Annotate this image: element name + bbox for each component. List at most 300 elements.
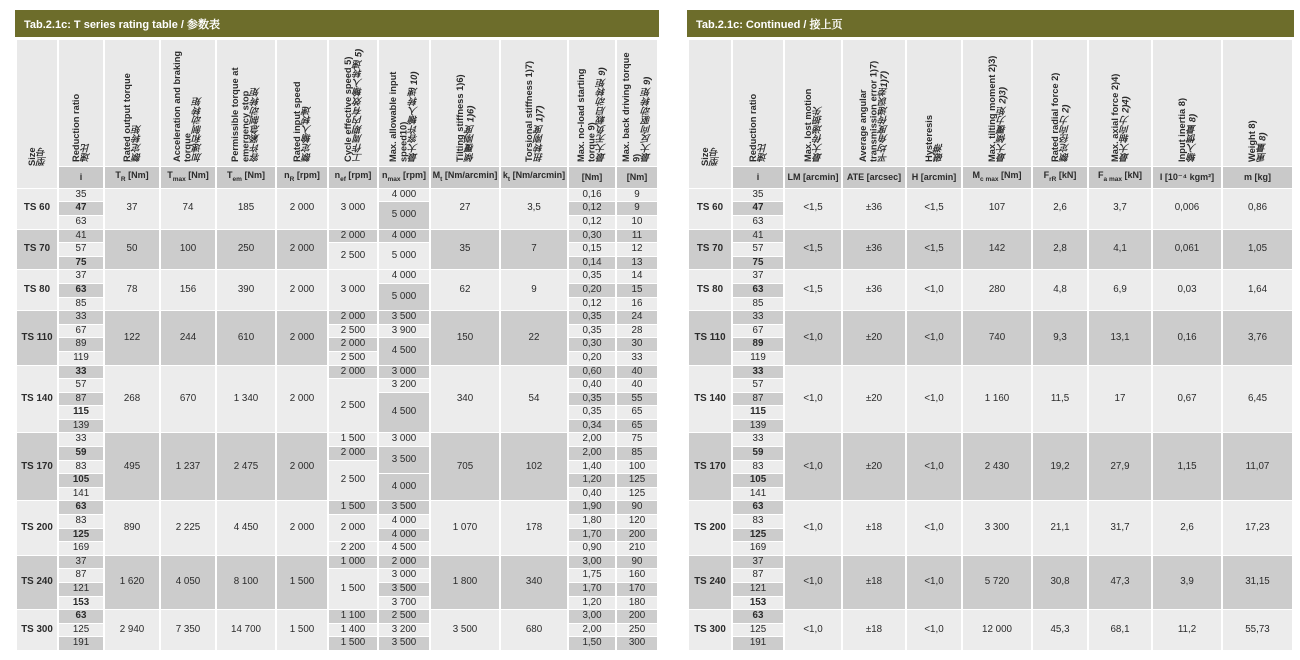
back-driving-torque-cell: 125 <box>617 474 657 487</box>
column-header <box>1223 40 1292 166</box>
hysteresis-cell: <1,0 <box>907 610 961 650</box>
cycle-speed-cell: 2 500 <box>329 379 377 432</box>
no-load-torque-cell: 0,34 <box>569 420 615 433</box>
hysteresis-cell: <1,0 <box>907 366 961 433</box>
table-row <box>17 189 657 202</box>
cycle-speed-cell: 2 500 <box>329 243 377 269</box>
column-header-label <box>1110 44 1131 162</box>
cycle-speed-cell: 2 500 <box>329 461 377 501</box>
table-row <box>17 433 657 446</box>
max-input-speed-cell: 5 000 <box>379 243 429 269</box>
column-header <box>59 40 103 166</box>
table-row <box>689 311 1292 324</box>
header-zh: 型号 <box>37 147 47 166</box>
ratio-cell: 75 <box>59 257 103 270</box>
cycle-speed-cell: 2 500 <box>329 352 377 365</box>
header-zh: 型号 <box>710 147 720 166</box>
axial-force-cell: 31,7 <box>1089 501 1151 554</box>
ratio-cell: 47 <box>59 202 103 215</box>
header-en: Input inertia 8) <box>1176 97 1187 162</box>
ratio-cell: 153 <box>59 597 103 610</box>
input-inertia-cell: 11,2 <box>1153 610 1221 650</box>
ratio-cell: 33 <box>733 366 783 379</box>
max-input-speed-cell: 4 000 <box>379 230 429 243</box>
cycle-speed-cell: 2 000 <box>329 311 377 324</box>
accel-braking-torque-cell: 4 050 <box>161 556 215 609</box>
header-en: Reduction ratio <box>747 93 758 162</box>
hysteresis-cell: <1,0 <box>907 501 961 554</box>
table-row <box>689 189 1292 202</box>
rating-table-section <box>15 10 659 651</box>
table-row <box>17 501 657 514</box>
cycle-speed-cell: 2 200 <box>329 542 377 555</box>
axial-force-cell: 6,9 <box>1089 270 1151 310</box>
unit-cell: I [10⁻⁴ kgm²] <box>1153 167 1221 188</box>
back-driving-torque-cell: 14 <box>617 270 657 283</box>
ratio-cell: 63 <box>59 284 103 297</box>
ratio-cell: 125 <box>59 529 103 542</box>
no-load-torque-cell: 2,00 <box>569 447 615 460</box>
hysteresis-cell: <1,5 <box>907 189 961 229</box>
ratio-cell: 87 <box>59 569 103 582</box>
table-row <box>17 556 657 569</box>
tilting-moment-cell: 12 000 <box>963 610 1031 650</box>
lost-motion-cell: <1,0 <box>785 433 841 500</box>
tilting-stiffness-cell: 27 <box>431 189 499 229</box>
tilting-stiffness-cell: 1 800 <box>431 556 499 609</box>
header-en: Max. allowable input speed10) <box>388 71 409 162</box>
ratio-cell: 41 <box>59 230 103 243</box>
rated-input-speed-cell: 2 000 <box>277 270 327 310</box>
accel-braking-torque-cell: 7 350 <box>161 610 215 650</box>
column-header <box>1033 40 1087 166</box>
no-load-torque-cell: 0,12 <box>569 202 615 215</box>
ratio-cell: 105 <box>733 474 783 487</box>
axial-force-cell: 68,1 <box>1089 610 1151 650</box>
max-input-speed-cell: 3 000 <box>379 433 429 446</box>
ratio-cell: 67 <box>733 325 783 338</box>
no-load-torque-cell: 1,40 <box>569 461 615 474</box>
unit-cell: $T_{max}$ [Nm] <box>161 167 215 188</box>
torsional-stiffness-cell: 3,5 <box>501 189 567 229</box>
tilting-moment-cell: 280 <box>963 270 1031 310</box>
input-inertia-cell: 3,9 <box>1153 556 1221 609</box>
radial-force-cell: 11,5 <box>1033 366 1087 433</box>
header-en: Max. tilting moment 2)3) <box>986 55 997 162</box>
ratio-cell: 87 <box>733 569 783 582</box>
header-zh: 最大容许输入转速 10) <box>409 71 420 162</box>
header-zh: 最大无负载启动转矩 9) <box>597 67 608 162</box>
column-header-label <box>1247 44 1268 162</box>
no-load-torque-cell: 0,40 <box>569 379 615 392</box>
no-load-torque-cell: 0,35 <box>569 270 615 283</box>
back-driving-torque-cell: 11 <box>617 230 657 243</box>
unit-cell: LM [arcmin] <box>785 167 841 188</box>
lost-motion-cell: <1,0 <box>785 311 841 364</box>
table-row <box>689 270 1292 283</box>
no-load-torque-cell: 3,00 <box>569 610 615 623</box>
ratio-cell: 121 <box>59 583 103 596</box>
hysteresis-cell: <1,5 <box>907 230 961 270</box>
header-zh: 最大反向驱动转矩 9) <box>642 76 653 162</box>
accel-braking-torque-cell: 74 <box>161 189 215 229</box>
max-input-speed-cell: 5 000 <box>379 202 429 228</box>
unit-cell: m [kg] <box>1223 167 1292 188</box>
back-driving-torque-cell: 12 <box>617 243 657 256</box>
column-header <box>105 40 159 166</box>
size-cell: TS 110 <box>17 311 57 364</box>
ratio-cell: 153 <box>733 597 783 610</box>
max-input-speed-cell: 3 000 <box>379 569 429 582</box>
back-driving-torque-cell: 9 <box>617 202 657 215</box>
back-driving-torque-cell: 24 <box>617 311 657 324</box>
emergency-torque-cell: 250 <box>217 230 275 270</box>
tilting-stiffness-cell: 705 <box>431 433 499 500</box>
cycle-speed-cell: 1 500 <box>329 501 377 514</box>
transmission-error-cell: ±20 <box>843 366 905 433</box>
back-driving-torque-cell: 40 <box>617 379 657 392</box>
input-inertia-cell: 0,16 <box>1153 311 1221 364</box>
ratio-cell: 35 <box>59 189 103 202</box>
ratio-cell: 63 <box>733 216 783 229</box>
no-load-torque-cell: 1,80 <box>569 515 615 528</box>
lost-motion-cell: <1,0 <box>785 366 841 433</box>
lost-motion-cell: <1,5 <box>785 230 841 270</box>
tilting-stiffness-cell: 340 <box>431 366 499 433</box>
transmission-error-cell: ±18 <box>843 610 905 650</box>
ratio-cell: 37 <box>59 556 103 569</box>
max-input-speed-cell: 3 900 <box>379 325 429 338</box>
back-driving-torque-cell: 15 <box>617 284 657 297</box>
column-header-label <box>924 44 945 162</box>
torsional-stiffness-cell: 9 <box>501 270 567 310</box>
max-input-speed-cell: 4 500 <box>379 338 429 364</box>
axial-force-cell: 13,1 <box>1089 311 1151 364</box>
table-row <box>689 366 1292 379</box>
emergency-torque-cell: 4 450 <box>217 501 275 554</box>
unit-cell: $T_{em}$ [Nm] <box>217 167 275 188</box>
tilting-moment-cell: 5 720 <box>963 556 1031 609</box>
lost-motion-cell: <1,5 <box>785 189 841 229</box>
column-header-label <box>230 44 262 162</box>
rated-input-speed-cell: 2 000 <box>277 366 327 433</box>
ratio-cell: 37 <box>59 270 103 283</box>
ratio-cell: 33 <box>59 433 103 446</box>
input-inertia-cell: 1,15 <box>1153 433 1221 500</box>
rated-output-torque-cell: 50 <box>105 230 159 270</box>
no-load-torque-cell: 1,75 <box>569 569 615 582</box>
no-load-torque-cell: 0,15 <box>569 243 615 256</box>
unit-cell: ATE [arcsec] <box>843 167 905 188</box>
cycle-speed-cell: 1 500 <box>329 637 377 650</box>
radial-force-cell: 4,8 <box>1033 270 1087 310</box>
header-en: Average angular transmission error 1)7) <box>858 60 879 162</box>
ratio-cell: 141 <box>59 488 103 501</box>
ratio-cell: 119 <box>59 352 103 365</box>
size-cell: TS 300 <box>17 610 57 650</box>
unit-cell: i <box>59 167 103 188</box>
torsional-stiffness-cell: 340 <box>501 556 567 609</box>
ratio-cell: 63 <box>59 610 103 623</box>
emergency-torque-cell: 1 340 <box>217 366 275 433</box>
header-zh: 额定径向力 2) <box>1060 104 1070 162</box>
rated-output-torque-cell: 122 <box>105 311 159 364</box>
hysteresis-cell: <1,0 <box>907 270 961 310</box>
torsional-stiffness-cell: 54 <box>501 366 567 433</box>
rated-input-speed-cell: 2 000 <box>277 230 327 270</box>
unit-cell: $T_R$ [Nm] <box>105 167 159 188</box>
ratio-cell: 125 <box>733 624 783 637</box>
cycle-speed-cell: 2 000 <box>329 366 377 379</box>
back-driving-torque-cell: 85 <box>617 447 657 460</box>
lost-motion-cell: <1,0 <box>785 501 841 554</box>
header-zh: 重量 8) <box>1257 132 1268 162</box>
max-input-speed-cell: 3 500 <box>379 501 429 514</box>
max-input-speed-cell: 4 000 <box>379 474 429 500</box>
ratio-cell: 37 <box>733 556 783 569</box>
column-header <box>617 40 657 166</box>
column-header-label <box>700 66 721 166</box>
ratio-cell: 57 <box>733 243 783 256</box>
size-cell: TS 200 <box>689 501 731 554</box>
ratio-cell: 75 <box>733 257 783 270</box>
header-en: Size <box>26 147 37 166</box>
ratio-cell: 57 <box>59 243 103 256</box>
column-header-label <box>576 44 608 162</box>
tilting-moment-cell: 107 <box>963 189 1031 229</box>
header-row <box>689 40 1292 166</box>
emergency-torque-cell: 8 100 <box>217 556 275 609</box>
header-zh: 容许紧急制动转矩 <box>251 87 262 162</box>
ratio-cell: 115 <box>59 406 103 419</box>
tilting-stiffness-cell: 3 500 <box>431 610 499 650</box>
back-driving-torque-cell: 120 <box>617 515 657 528</box>
table-row <box>17 366 657 379</box>
accel-braking-torque-cell: 100 <box>161 230 215 270</box>
hysteresis-cell: <1,0 <box>907 311 961 364</box>
column-header <box>501 40 567 166</box>
column-header-label <box>455 44 476 162</box>
no-load-torque-cell: 0,35 <box>569 406 615 419</box>
header-zh: 加速和制动转矩 <box>193 96 204 162</box>
rating-table <box>15 39 659 651</box>
rated-output-torque-cell: 268 <box>105 366 159 433</box>
ratio-cell: 85 <box>733 298 783 311</box>
header-en: Weight 8) <box>1247 120 1257 162</box>
ratio-cell: 63 <box>59 501 103 514</box>
emergency-torque-cell: 610 <box>217 311 275 364</box>
size-cell: TS 60 <box>689 189 731 229</box>
ratio-cell: 169 <box>59 542 103 555</box>
max-input-speed-cell: 3 500 <box>379 583 429 596</box>
rated-input-speed-cell: 2 000 <box>277 189 327 229</box>
back-driving-torque-cell: 90 <box>617 556 657 569</box>
weight-cell: 11,07 <box>1223 433 1292 500</box>
no-load-torque-cell: 0,35 <box>569 393 615 406</box>
column-header-label <box>1050 44 1071 162</box>
size-cell: TS 80 <box>17 270 57 310</box>
tilting-moment-cell: 2 430 <box>963 433 1031 500</box>
weight-cell: 31,15 <box>1223 556 1292 609</box>
ratio-cell: 125 <box>59 624 103 637</box>
torsional-stiffness-cell: 178 <box>501 501 567 554</box>
back-driving-torque-cell: 9 <box>617 189 657 202</box>
size-cell: TS 80 <box>689 270 731 310</box>
column-header <box>1153 40 1221 166</box>
ratio-cell: 89 <box>733 338 783 351</box>
ratio-cell: 67 <box>59 325 103 338</box>
transmission-error-cell: ±20 <box>843 311 905 364</box>
no-load-torque-cell: 0,12 <box>569 216 615 229</box>
emergency-torque-cell: 14 700 <box>217 610 275 650</box>
cycle-speed-cell: 2 000 <box>329 515 377 541</box>
header-zh: 速比 <box>81 143 91 162</box>
no-load-torque-cell: 0,14 <box>569 257 615 270</box>
cycle-speed-cell: 1 400 <box>329 624 377 637</box>
transmission-error-cell: ±36 <box>843 189 905 229</box>
column-header <box>733 40 783 166</box>
transmission-error-cell: ±18 <box>843 556 905 609</box>
header-row <box>17 40 657 166</box>
back-driving-torque-cell: 300 <box>617 637 657 650</box>
header-en: Reduction ratio <box>70 93 81 162</box>
no-load-torque-cell: 2,00 <box>569 433 615 446</box>
accel-braking-torque-cell: 1 237 <box>161 433 215 500</box>
ratio-cell: 63 <box>733 501 783 514</box>
table-row <box>689 556 1292 569</box>
column-header-label <box>987 44 1008 162</box>
no-load-torque-cell: 1,90 <box>569 501 615 514</box>
ratio-cell: 89 <box>59 338 103 351</box>
tilting-moment-cell: 3 300 <box>963 501 1031 554</box>
column-header-label <box>803 44 824 162</box>
torsional-stiffness-cell: 22 <box>501 311 567 364</box>
accel-braking-torque-cell: 156 <box>161 270 215 310</box>
rated-input-speed-cell: 2 000 <box>277 433 327 500</box>
back-driving-torque-cell: 65 <box>617 406 657 419</box>
no-load-torque-cell: 0,20 <box>569 352 615 365</box>
no-load-torque-cell: 1,70 <box>569 529 615 542</box>
max-input-speed-cell: 3 000 <box>379 366 429 379</box>
column-header <box>431 40 499 166</box>
ratio-cell: 59 <box>733 447 783 460</box>
continued-table-section <box>687 10 1294 651</box>
no-load-torque-cell: 0,90 <box>569 542 615 555</box>
column-header-label <box>71 44 92 162</box>
column-header <box>217 40 275 166</box>
cycle-speed-cell: 1 000 <box>329 556 377 569</box>
max-input-speed-cell: 4 000 <box>379 270 429 283</box>
back-driving-torque-cell: 16 <box>617 298 657 311</box>
max-input-speed-cell: 4 000 <box>379 189 429 202</box>
accel-braking-torque-cell: 244 <box>161 311 215 364</box>
no-load-torque-cell: 0,20 <box>569 284 615 297</box>
radial-force-cell: 19,2 <box>1033 433 1087 500</box>
radial-force-cell: 2,8 <box>1033 230 1087 270</box>
no-load-torque-cell: 2,00 <box>569 624 615 637</box>
size-cell: TS 200 <box>17 501 57 554</box>
column-header <box>569 40 615 166</box>
size-cell: TS 170 <box>17 433 57 500</box>
ratio-cell: 33 <box>59 311 103 324</box>
cycle-speed-cell: 2 500 <box>329 325 377 338</box>
table-row <box>17 610 657 623</box>
column-header-label <box>748 44 769 162</box>
ratio-cell: 115 <box>733 406 783 419</box>
ratio-cell: 83 <box>59 461 103 474</box>
back-driving-torque-cell: 90 <box>617 501 657 514</box>
input-inertia-cell: 0,67 <box>1153 366 1221 433</box>
ratio-cell: 121 <box>733 583 783 596</box>
header-zh: 输入惯量 8) <box>1187 113 1197 162</box>
rated-input-speed-cell: 2 000 <box>277 311 327 364</box>
unit-cell: H [arcmin] <box>907 167 961 188</box>
column-header <box>161 40 215 166</box>
size-cell: TS 240 <box>689 556 731 609</box>
header-en: Size <box>699 147 710 166</box>
lost-motion-cell: <1,5 <box>785 270 841 310</box>
table-row <box>689 230 1292 243</box>
back-driving-torque-cell: 170 <box>617 583 657 596</box>
cycle-speed-cell: 3 000 <box>329 189 377 229</box>
cycle-speed-cell: 2 000 <box>329 447 377 460</box>
column-header <box>1089 40 1151 166</box>
table-row <box>17 270 657 283</box>
tilting-moment-cell: 1 160 <box>963 366 1031 433</box>
header-zh: 最大轴向力 2)4) <box>1120 96 1130 162</box>
ratio-cell: 83 <box>733 515 783 528</box>
header-zh: 最大传递损失 <box>813 106 823 162</box>
column-header-label <box>388 44 420 162</box>
max-input-speed-cell: 2 000 <box>379 556 429 569</box>
tilting-stiffness-cell: 150 <box>431 311 499 364</box>
unit-cell: $F_{a max}$ [kN] <box>1089 167 1151 188</box>
ratio-cell: 33 <box>733 433 783 446</box>
column-header-label <box>524 44 545 162</box>
radial-force-cell: 30,8 <box>1033 556 1087 609</box>
header-en: Rated input speed <box>291 81 302 162</box>
ratio-cell: 169 <box>733 542 783 555</box>
weight-cell: 3,76 <box>1223 311 1292 364</box>
back-driving-torque-cell: 200 <box>617 610 657 623</box>
max-input-speed-cell: 4 500 <box>379 542 429 555</box>
transmission-error-cell: ±36 <box>843 230 905 270</box>
back-driving-torque-cell: 200 <box>617 529 657 542</box>
ratio-cell: 105 <box>59 474 103 487</box>
header-zh: 扭转刚度 1)7) <box>534 105 544 162</box>
torsional-stiffness-cell: 7 <box>501 230 567 270</box>
size-cell: TS 60 <box>17 189 57 229</box>
column-header <box>329 40 377 166</box>
header-zh: 额定输入转速 <box>302 106 312 162</box>
ratio-cell: 63 <box>59 216 103 229</box>
transmission-error-cell: ±18 <box>843 501 905 554</box>
max-input-speed-cell: 3 200 <box>379 624 429 637</box>
ratio-cell: 57 <box>59 379 103 392</box>
tilting-moment-cell: 740 <box>963 311 1031 364</box>
header-en: Rated radial force 2) <box>1049 72 1060 162</box>
no-load-torque-cell: 0,12 <box>569 298 615 311</box>
axial-force-cell: 47,3 <box>1089 556 1151 609</box>
column-header-label <box>122 44 143 162</box>
ratio-cell: 57 <box>733 379 783 392</box>
column-header-label <box>858 44 890 162</box>
transmission-error-cell: ±20 <box>843 433 905 500</box>
tilting-moment-cell: 142 <box>963 230 1031 270</box>
column-header <box>379 40 429 166</box>
ratio-cell: 87 <box>59 393 103 406</box>
column-header-label <box>1177 44 1198 162</box>
